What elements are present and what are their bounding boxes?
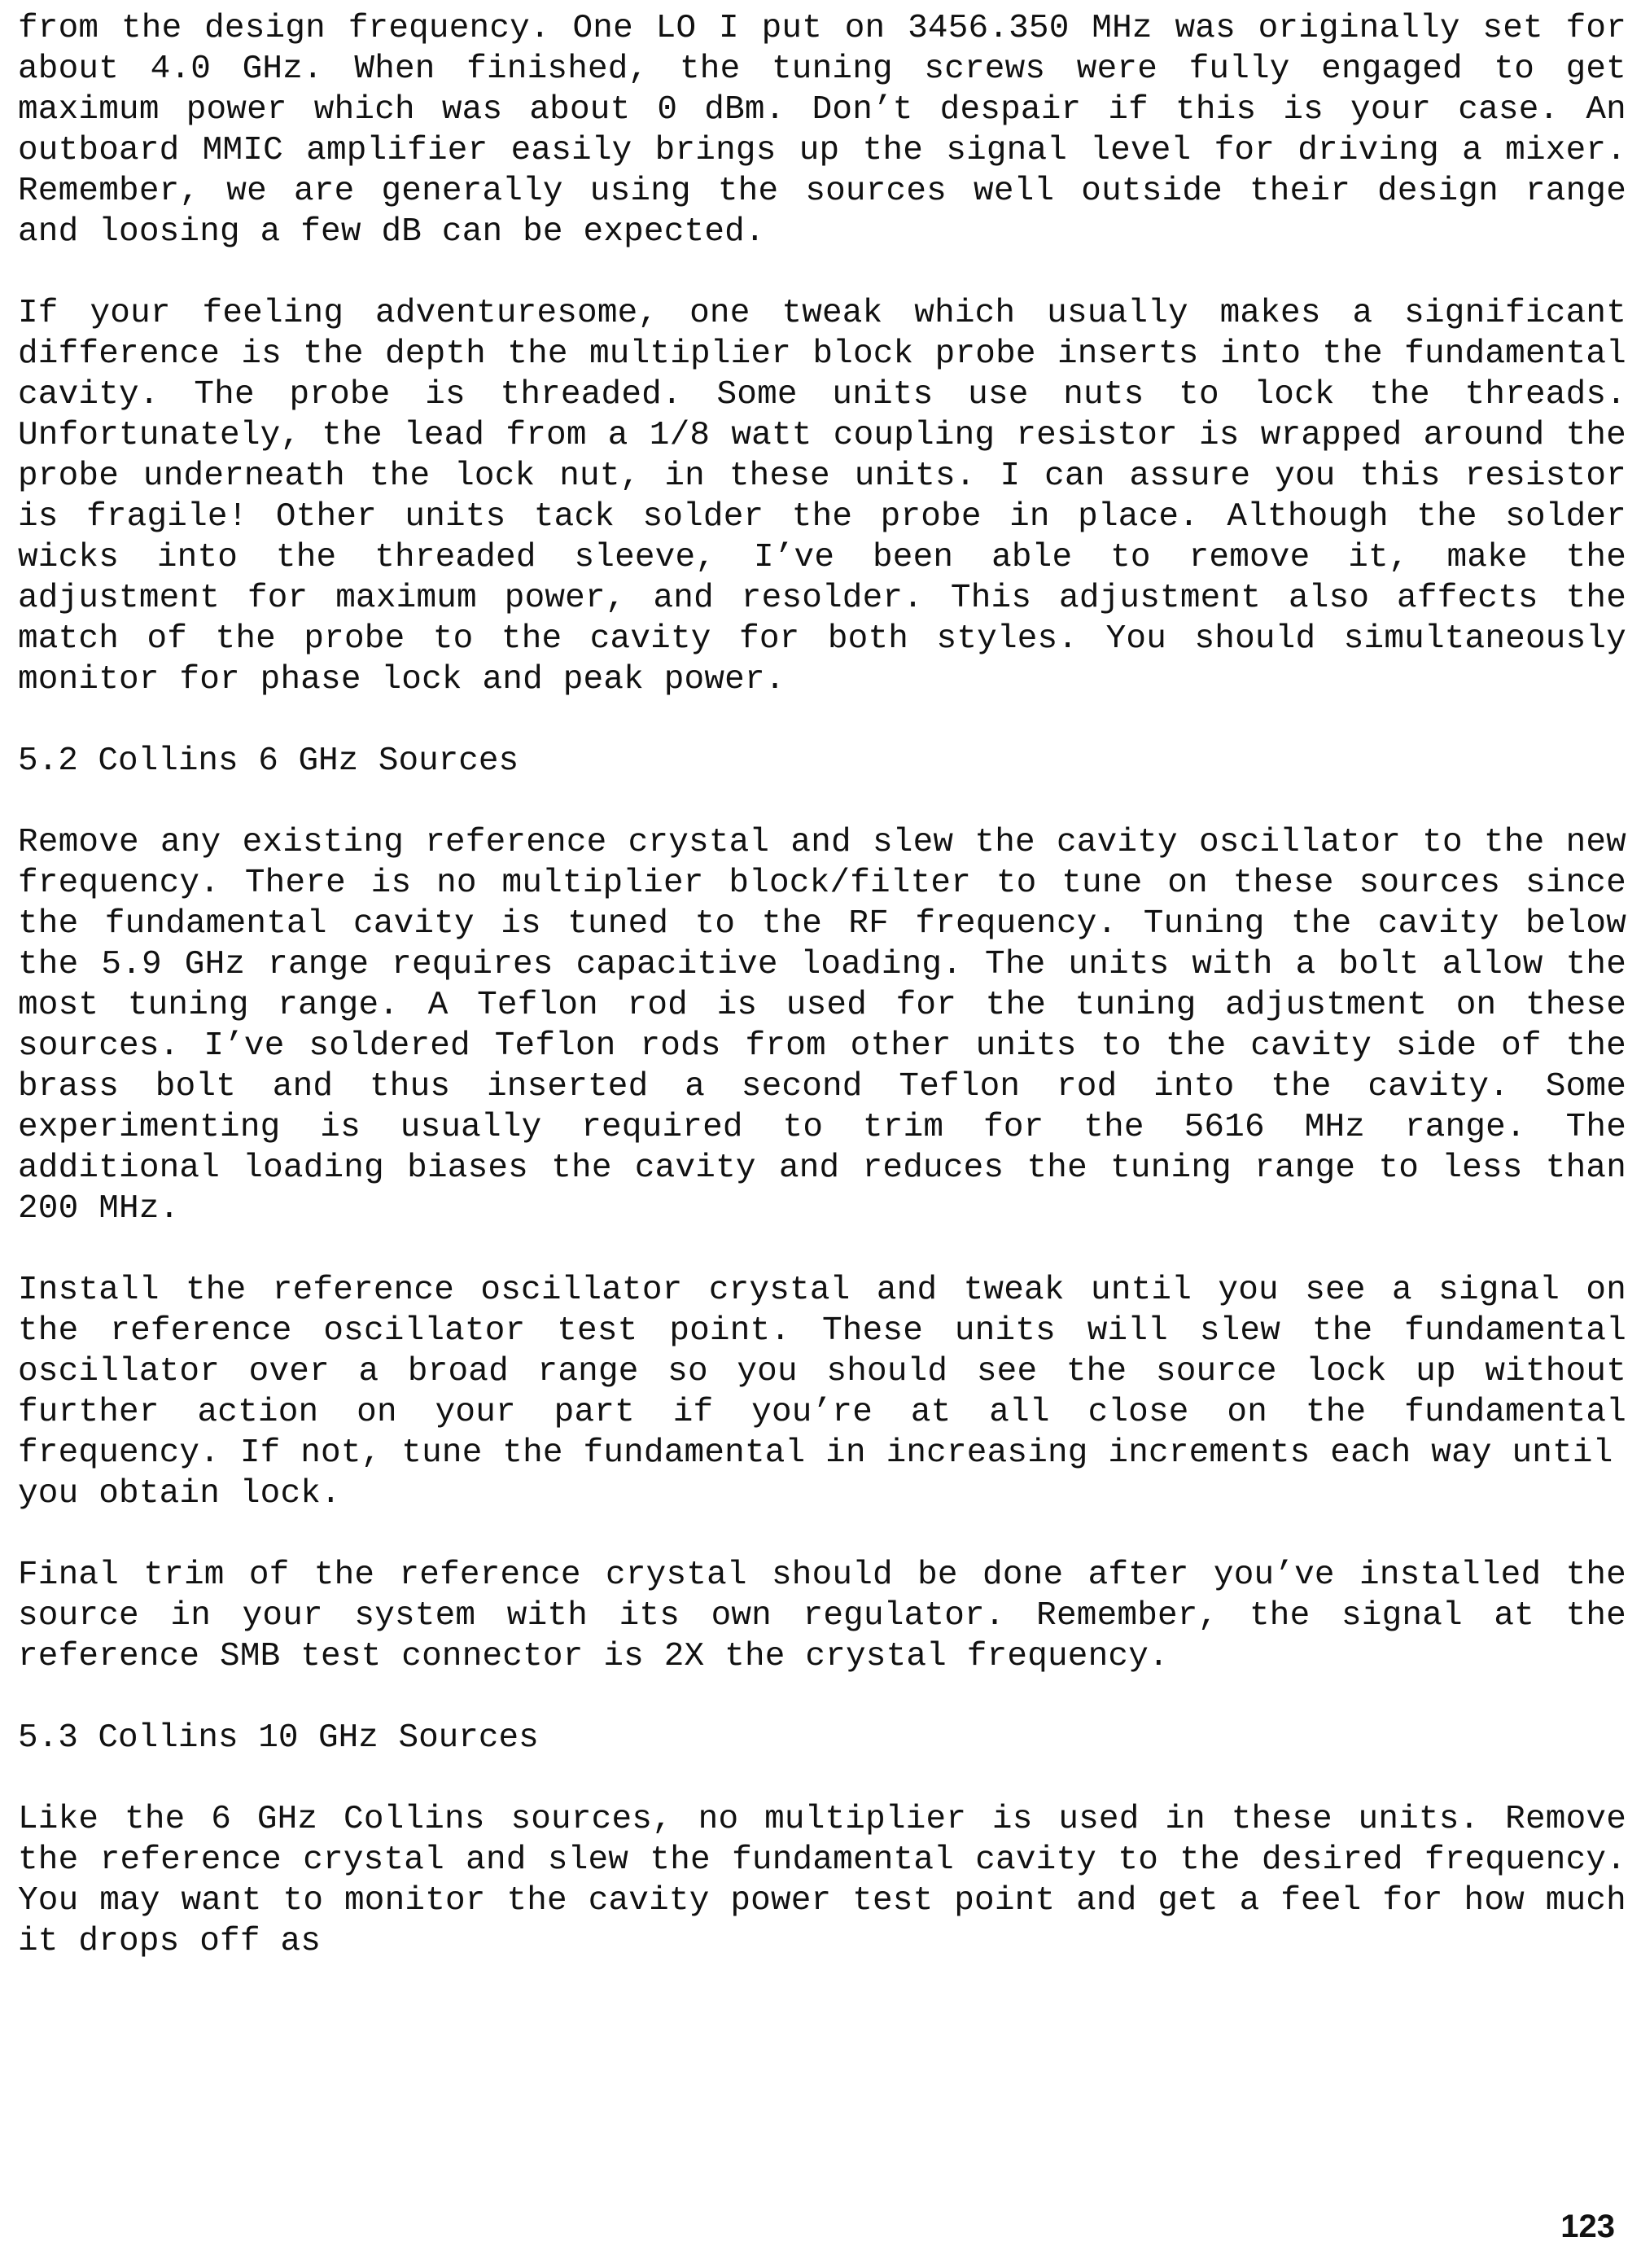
paragraph-final-trim: Final trim of the reference crystal should be done after you’ve installed the source in your system with its own regulator. Remember, the signal at the reference SMB test connector is 2X the crystal frequency. <box>18 1557 1626 1675</box>
page-number: 123 <box>1560 2209 1615 2244</box>
paragraph-remove-crystal: Remove any existing reference crystal and slew the cavity oscillator to the new frequency. There is no multiplier block/filter to tune on these sources since the fundamental cavity is tuned to the RF frequency. Tuning the cavity below the 5.9 GHz range requires capacitive loading. The units with a bolt allow the most tuning range. A Teflon rod is used for the tuning adjustment on these sources. I’ve soldered Teflon rods from other units to the cavity side of the brass bolt and thus inserted a second Teflon rod into the cavity. Some experimenting is usually required to trim for the 5616 MHz range. The additional loading biases the cavity and reduces the tuning range to less than 200 MHz. <box>18 824 1626 1228</box>
paragraph-spacer <box>18 700 1626 741</box>
paragraph-10ghz-sources: Like the 6 GHz Collins sources, no multiplier is used in these units. Remove the reference crystal and slew the fundamental cavity to the desired frequency. You may want to monitor the cavity power test point and get a feel for how much it drops off as <box>18 1801 1626 1960</box>
paragraph-probe-adjustment: If your feeling adventuresome, one tweak which usually makes a significant difference is the depth the multiplier block probe inserts into the fundamental cavity. The probe is threaded. Some units use nuts to lock the threads. Unfortunately, the lead from a 1/8 watt coupling resistor is wrapped around the probe underneath the lock nut, in these units. I can assure you this resistor is fragile! Other units tack solder the probe in place. Although the solder wicks into the threaded sleeve, I’ve been able to remove it, make the adjustment for maximum power, and resolder. This adjustment also affects the match of the probe to the cavity for both styles. You should simultaneously monitor for phase lock and peak power. <box>18 295 1626 698</box>
paragraph-spacer <box>18 1229 1626 1270</box>
paragraph-install-crystal: Install the reference oscillator crystal and tweak until you see a signal on the reference oscillator test point. These units will slew the fundamental oscillator over a broad range so you should see the source lock up without further action on your part if you’re at all close on the fundamental frequency. If not, tune the fundamental in increasing increments each way until <box>18 1272 1626 1472</box>
paragraph-obtain-lock: you obtain lock. <box>18 1475 341 1513</box>
paragraph-spacer <box>18 782 1626 822</box>
section-heading-collins-10ghz: 5.3 Collins 10 GHz Sources <box>18 1719 539 1757</box>
document-page <box>18 8 1626 1962</box>
paragraph-design-frequency: from the design frequency. One LO I put on 3456.350 MHz was originally set for about 4.0 GHz. When finished, the tuning screws were fully engaged to get maximum power which was about 0 dBm. Don’t despair if this is your case. An outboard MMIC amplifier easily brings up the signal level for driving a mixer. Remember, we are generally using the sources well outside their design range and loosing a few dB can be expected. <box>18 10 1626 251</box>
paragraph-spacer <box>18 1514 1626 1555</box>
paragraph-spacer <box>18 1677 1626 1718</box>
section-heading-collins-6ghz: 5.2 Collins 6 GHz Sources <box>18 742 519 780</box>
paragraph-spacer <box>18 1758 1626 1799</box>
paragraph-spacer <box>18 252 1626 293</box>
